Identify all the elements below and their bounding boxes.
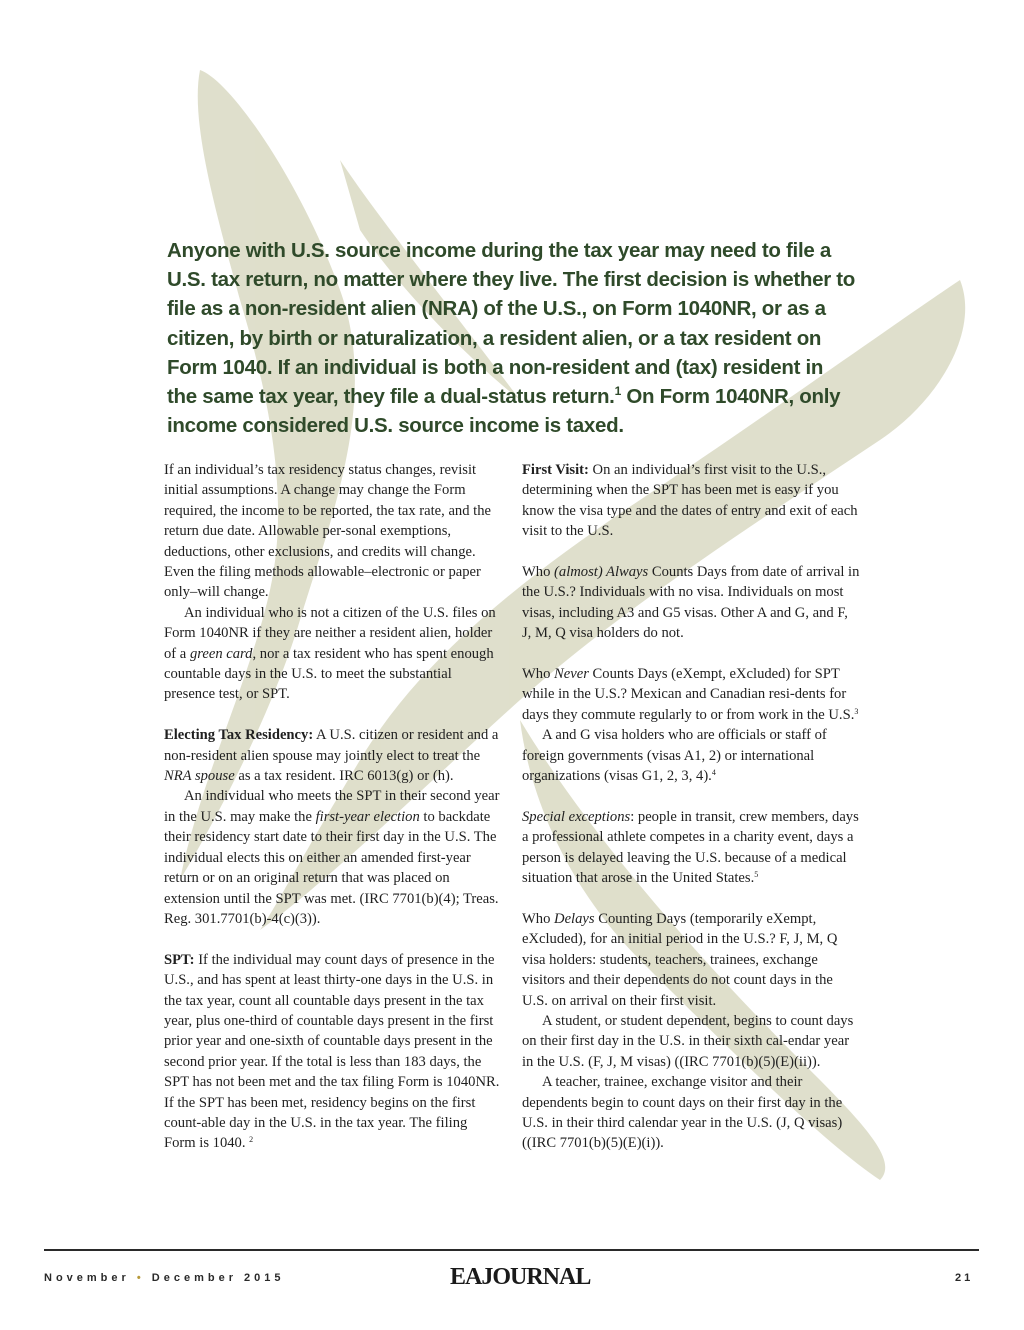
intro-heading: Anyone with U.S. source income during the tax year may need to file a U.S. tax return, no matter where they live. The first decision is whether to file as a non-resident alien (NRA) of the U.S., on Form 1040NR, or as a citizen, by birth or naturalization, a resident alien, or a tax resident on Form 1040. If an individual is both a non-resident and (tax) resident in the same tax year, they file a dual-status return.$^1$ On Form 1040NR, only income considered U.S. source income is taxed. xyxy=(167,239,856,438)
paragraph: A teacher, trainee, exchange visitor and their dependents begin to count days on their first day in the U.S. in their third calendar year in the U.S. (J, Q visas) ((IRC 7701(b)(5)(E)(i)). xyxy=(522,1074,843,1152)
ea-journal-logo: EAJOURNAL xyxy=(450,1264,591,1290)
paragraph-electing-tax-residency: Electing Tax Residency: A U.S. citizen or resident and a non-resident alien spouse may jointly elect to treat the NRA spouse as a tax resident. IRC 6013(g) or (h). xyxy=(164,727,499,785)
footer-issue-date: November • December 2015 xyxy=(44,1272,285,1284)
left-column xyxy=(164,460,500,1154)
paragraph-first-visit: First Visit: On an individual’s first visit to the U.S., determining when the SPT has been met is easy if you know the visa type and the dates of entry and exit of each visit to the U.S. xyxy=(522,462,858,540)
paragraph: A and G visa holders who are officials or staff of foreign governments (visas A1, 2) or international organizations (visas G1, 2, 3, 4).$^4$ xyxy=(522,727,827,785)
paragraph-delays-counting: Who Delays Counting Days (temporarily eXempt, eXcluded), for an initial period in the U.S.? F, J, M, Q visa holders: students, teachers, trainees, exchange visitors and their dependents do not count days in the U.S. on arrival on their first visit. xyxy=(522,910,838,1009)
footer-divider xyxy=(44,1249,979,1251)
paragraph-always-counts: Who (almost) Always Counts Days from date of arrival in the U.S.? Individuals with no visa. Individuals on most visas, including A3 and G5 visas. Other A and G, and F, J, M, Q visa holders do not. xyxy=(522,564,860,642)
paragraph: An individual who is not a citizen of the U.S. files on Form 1040NR if they are neither a resident alien, holder of a green card, nor a tax resident who has spent enough countable days in the U.S. to meet the substantial presence test, or SPT. xyxy=(164,604,496,703)
right-column xyxy=(522,460,860,1154)
paragraph-special-exceptions: Special exceptions: people in transit, crew members, days a professional athlete competes in a charity event, days a person is delayed leaving the U.S. because of a medical situation that arose in the United States.$^5$ xyxy=(522,808,859,887)
page-number: 21 xyxy=(955,1272,974,1284)
paragraph: If an individual’s tax residency status changes, revisit initial assumptions. A change may change the Form required, the income to be reported, the tax rate, and the return due date. Allowable per-sonal exemptions, deductions, other exclusions, and credits will change. Even the filing methods allowable–electronic or paper only–will change. xyxy=(164,462,492,601)
paragraph: A student, or student dependent, begins to count days on their first day in the U.S. in their sixth cal-endar year in the U.S. (F, J, M visas) ((IRC 7701(b)(5)(E)(ii)). xyxy=(522,1012,854,1070)
paragraph: An individual who meets the SPT in their second year in the U.S. may make the first-year election to backdate their residency start date to their first day in the U.S. The individual elects this on either an amended first-year return or on an original return that was placed on extension until the SPT was met. (IRC 7701(b)(4); Treas. Reg. 301.7701(b)-4(c)(3)). xyxy=(164,788,500,927)
paragraph-never-counts: Who Never Counts Days (eXempt, eXcluded) for SPT while in the U.S.? Mexican and Canadian resi-dents for days they commute regularly to or from work in the U.S.$^3$ xyxy=(522,666,859,723)
paragraph-spt: SPT: If the individual may count days of presence in the U.S., and has spent at least thirty-one days in the U.S. in the tax year, count all countable days present in the tax year, plus one-third of countable days present in the first prior year and one-sixth of countable days present in the second prior year. If the total is less than 183 days, the SPT has not been met and the tax filing Form is 1040NR. If the SPT has been met, residency begins on the first count-able day in the U.S. in the tax year. The filing Form is 1040. $^2$ xyxy=(164,951,500,1152)
